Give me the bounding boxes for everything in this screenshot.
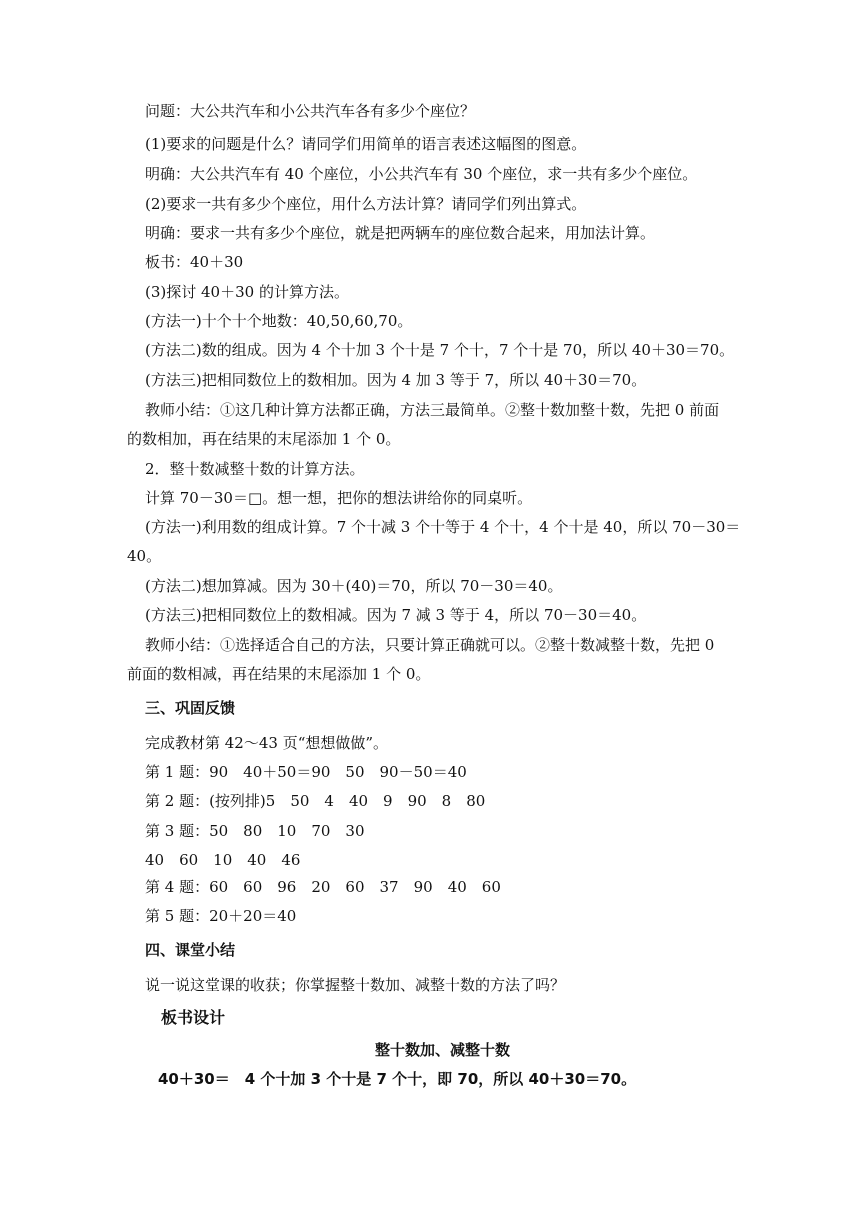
question-1: (1)要求的问题是什么？请同学们用简单的语言表述这幅图的图意。 bbox=[145, 135, 587, 153]
teacher-summary-2-cont: 前面的数相减，再在结果的末尾添加 1 个 0。 bbox=[127, 665, 431, 683]
method-1-sub-cont: 40。 bbox=[127, 547, 162, 565]
clarify-1: 明确：大公共汽车有 40 个座位，小公共汽车有 30 个座位，求一共有多少个座位。 bbox=[145, 165, 698, 183]
method-2-add: (方法二)数的组成。因为 4 个十加 3 个十是 7 个十，7 个十是 70，所以 40＋30＝70。 bbox=[145, 341, 735, 359]
exercise-2: 第 2 题：(按列排)5 50 4 40 9 90 8 80 bbox=[145, 792, 486, 810]
question-3: (3)探讨 40＋30 的计算方法。 bbox=[145, 283, 349, 301]
clarify-2: 明确：要求一共有多少个座位，就是把两辆车的座位数合起来，用加法计算。 bbox=[145, 224, 656, 242]
section-3-heading: 三、巩固反馈 bbox=[145, 699, 236, 717]
exercise-intro: 完成教材第 42～43 页“想想做做”。 bbox=[145, 734, 389, 752]
exercise-5: 第 5 题：20＋20＝40 bbox=[145, 907, 297, 925]
exercise-1: 第 1 题：90 40＋50＝90 50 90－50＝40 bbox=[145, 763, 467, 781]
method-3-add: (方法三)把相同数位上的数相加。因为 4 加 3 等于 7，所以 40＋30＝70。 bbox=[145, 371, 647, 389]
method-2-sub: (方法二)想加算减。因为 30＋(40)＝70，所以 70－30＝40。 bbox=[145, 577, 563, 595]
problem-line: 问题：大公共汽车和小公共汽车各有多少个座位？ bbox=[145, 102, 476, 120]
question-2: (2)要求一共有多少个座位，用什么方法计算？请同学们列出算式。 bbox=[145, 195, 587, 213]
teacher-summary-1: 教师小结：①这几种计算方法都正确，方法三最简单。②整十数加整十数，先把 0 前面 bbox=[145, 401, 720, 419]
method-1-sub: (方法一)利用数的组成计算。7 个十减 3 个十等于 4 个十，4 个十是 40，所以 70－30＝ bbox=[145, 518, 741, 536]
board-design-title: 整十数加、减整十数 bbox=[375, 1041, 511, 1059]
exercise-3-cont: 40 60 10 40 46 bbox=[145, 851, 301, 869]
section-2-heading: 2．整十数减整十数的计算方法。 bbox=[145, 460, 365, 478]
compute-prompt: 计算 70－30＝□。想一想，把你的想法讲给你的同桌听。 bbox=[145, 489, 533, 507]
teacher-summary-2: 教师小结：①选择适合自己的方法，只要计算正确就可以。②整十数减整十数，先把 0 bbox=[145, 636, 715, 654]
exercise-4: 第 4 题：60 60 96 20 60 37 90 40 60 bbox=[145, 878, 501, 896]
exercise-3: 第 3 题：50 80 10 70 30 bbox=[145, 822, 365, 840]
board-design-line: 40＋30＝ 4 个十加 3 个十是 7 个十，即 70，所以 40＋30＝70。 bbox=[158, 1070, 637, 1088]
method-1-add: (方法一)十个十个地数：40,50,60,70。 bbox=[145, 312, 413, 330]
method-3-sub: (方法三)把相同数位上的数相减。因为 7 减 3 等于 4，所以 70－30＝40。 bbox=[145, 606, 647, 624]
board-note: 板书：40＋30 bbox=[145, 253, 244, 271]
board-design-heading: 板书设计 bbox=[161, 1008, 226, 1027]
section-4-heading: 四、课堂小结 bbox=[145, 941, 236, 959]
teacher-summary-1-cont: 的数相加，再在结果的末尾添加 1 个 0。 bbox=[127, 430, 401, 448]
lesson-summary: 说一说这堂课的收获；你掌握整十数加、减整十数的方法了吗？ bbox=[145, 976, 566, 994]
